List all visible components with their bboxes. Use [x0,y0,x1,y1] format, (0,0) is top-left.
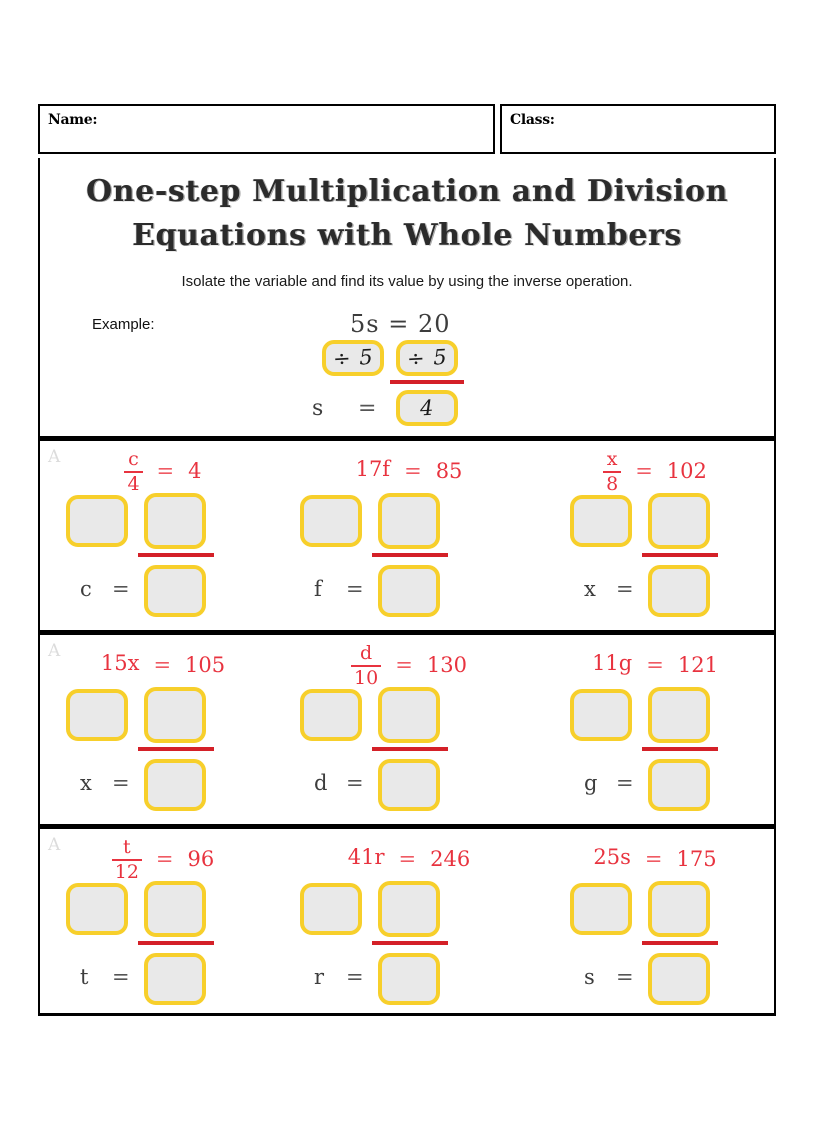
equation-left-fraction [124,449,142,495]
answer-line [532,755,778,811]
fraction-bar [642,941,718,945]
class-label: Class: [510,112,555,128]
answer-variable: c [80,577,92,601]
fraction-denominator: 10 [354,666,379,689]
watermark-icon: A [48,641,61,661]
answer-variable: x [80,771,92,795]
problem-item [532,635,778,824]
name-field-box[interactable] [38,104,495,154]
page-title-line-1: One-step Multiplication and Division [85,174,729,209]
example-answer-box[interactable] [396,390,458,426]
work-area [40,689,286,825]
right-work-box[interactable] [144,687,206,743]
equation-header [286,837,532,883]
fraction-bar [642,747,718,751]
equation-equals-sign: = [156,459,175,483]
right-work-box[interactable] [378,687,440,743]
problem-item [40,635,286,824]
fraction-denominator: 8 [606,472,619,495]
answer-variable: s [584,965,595,989]
answer-variable: x [584,577,596,601]
equation-right-value: 105 [185,653,226,677]
work-area [532,883,778,1019]
fraction-bar [372,747,448,751]
answer-equals-sign: = [112,965,130,989]
left-work-box[interactable] [300,495,362,547]
equation-equals-sign: = [395,653,413,677]
problem-rows [38,438,776,1016]
equation-equals-sign: = [646,653,664,677]
answer-box[interactable] [144,565,206,617]
answer-equals-sign: = [346,771,364,795]
answer-variable: t [80,965,89,989]
page-title-line-2: Equations with Whole Numbers [132,217,682,253]
class-field-box[interactable] [500,104,776,154]
right-work-box[interactable] [648,687,710,743]
equation-right-value: 85 [435,459,463,483]
answer-variable: d [314,771,328,795]
answer-line [532,949,778,1005]
example-fraction-bar [390,380,464,384]
answer-line [532,561,778,617]
left-work-box[interactable] [66,883,128,935]
equation-right-value: 175 [676,847,717,871]
equation-right-value: 246 [430,847,471,871]
right-work-box[interactable] [144,493,206,549]
problem-row [38,632,776,826]
answer-equals-sign: = [112,771,130,795]
problem-row [38,826,776,1016]
equation-header [286,449,532,495]
left-work-box[interactable] [570,883,632,935]
problem-item [286,635,532,824]
equation-equals-sign: = [404,459,422,483]
equation-left-term: 11g [592,651,633,675]
work-area [40,883,286,1019]
equation-header [40,837,286,883]
problem-item [40,829,286,1013]
equation-equals-sign: = [644,847,663,871]
student-info-row [38,104,776,156]
fraction-denominator: 4 [127,472,140,495]
answer-line [40,949,286,1005]
equation-left-fraction [112,837,142,883]
fraction-bar [372,553,448,557]
equation-header [40,449,286,495]
equation-header [532,643,778,689]
answer-line [40,755,286,811]
left-work-box[interactable] [66,495,128,547]
example-equation-text: 5s = 20 [350,310,451,338]
work-area [286,689,532,825]
work-area [286,495,532,631]
fraction-bar [138,553,214,557]
example-left-work-box[interactable] [322,340,384,376]
example-answer-row [312,390,532,432]
example-left-work-text: ÷ 5 [332,344,374,372]
equation-equals-sign: = [153,653,172,677]
answer-box[interactable] [648,953,710,1005]
answer-box[interactable] [648,759,710,811]
example-section [40,310,774,422]
right-work-box[interactable] [648,881,710,937]
fraction-bar [138,747,214,751]
title-and-example-block [38,158,776,438]
equation-left-term: 15x [100,651,140,675]
example-right-work-box[interactable] [396,340,458,376]
problem-item [532,829,778,1013]
equation-header [286,643,532,689]
work-area [286,883,532,1019]
answer-equals-sign: = [112,577,130,601]
page-title [40,158,774,257]
answer-variable: f [314,577,322,601]
fraction-numerator: x [606,448,618,470]
fraction-numerator: d [360,642,373,664]
fraction-bar [138,941,214,945]
answer-box[interactable] [378,759,440,811]
answer-equals-sign: = [346,577,364,601]
answer-line [40,561,286,617]
right-work-box[interactable] [648,493,710,549]
equation-equals-sign: = [155,847,174,871]
answer-box[interactable] [144,759,206,811]
answer-equals-sign: = [616,771,634,795]
left-work-box[interactable] [66,689,128,741]
fraction-bar [372,941,448,945]
example-right-work-text: ÷ 5 [406,344,448,372]
answer-box[interactable] [378,953,440,1005]
instructions-text: Isolate the variable and find its value by using the inverse operation. [181,273,633,290]
equation-right-value: 130 [426,653,467,677]
problem-item [286,829,532,1013]
example-answer-text: 4 [419,395,435,421]
answer-line [286,561,532,617]
problem-item [286,441,532,630]
problem-row [38,438,776,632]
right-work-box[interactable] [378,493,440,549]
equation-left-fraction [351,643,381,689]
left-work-box[interactable] [570,689,632,741]
fraction-numerator: c [128,448,139,470]
equation-header [532,449,778,495]
left-work-box[interactable] [570,495,632,547]
fraction-denominator: 12 [114,860,139,883]
equation-right-value: 4 [188,459,202,483]
watermark-icon: A [48,835,61,855]
answer-line [286,755,532,811]
equation-right-value: 121 [677,653,718,677]
problem-item [40,441,286,630]
example-work-row [312,340,532,382]
name-label: Name: [48,112,98,128]
equation-equals-sign: = [635,459,653,483]
answer-box[interactable] [378,565,440,617]
answer-equals-sign: = [616,577,634,601]
left-work-box[interactable] [300,883,362,935]
fraction-bar [642,553,718,557]
fraction-numerator: t [123,836,131,858]
answer-equals-sign: = [616,965,634,989]
right-work-box[interactable] [378,881,440,937]
equation-right-value: 102 [666,459,707,483]
right-work-box[interactable] [144,881,206,937]
equation-header [40,643,286,689]
answer-equals-sign: = [346,965,364,989]
example-label: Example: [92,316,155,333]
example-answer-variable: s [312,396,324,421]
problem-item [532,441,778,630]
answer-line [286,949,532,1005]
equation-left-fraction [603,449,621,495]
answer-variable: g [584,771,598,795]
answer-box[interactable] [144,953,206,1005]
left-work-box[interactable] [300,689,362,741]
equation-left-term: 41r [347,845,385,869]
equation-equals-sign: = [398,847,417,871]
work-area [532,689,778,825]
work-area [532,495,778,631]
equation-left-term: 17f [355,457,391,481]
answer-variable: r [314,965,325,989]
example-answer-equals: = [358,396,377,421]
work-area [40,495,286,631]
equation-header [532,837,778,883]
example-equation [312,310,532,432]
equation-left-term: 25s [593,845,631,869]
watermark-icon: A [48,447,61,467]
answer-box[interactable] [648,565,710,617]
equation-right-value: 96 [187,847,215,871]
